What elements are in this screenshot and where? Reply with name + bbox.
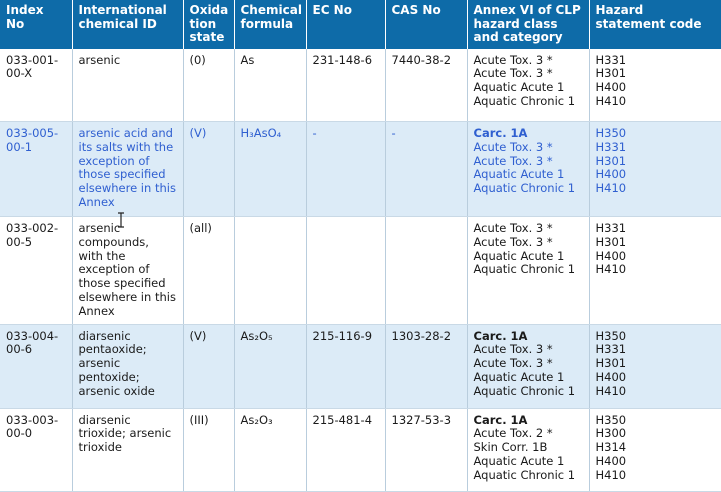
hazard-class-entry: Aquatic Acute 1 — [473, 167, 565, 182]
hazard-class-entry: Aquatic Chronic 1 — [473, 93, 576, 108]
hazard-class-entry: Aquatic Chronic 1 — [473, 181, 576, 196]
hazard-class-entry: Aquatic Acute 1 — [473, 248, 565, 263]
hazard-code-entry: H400 — [595, 80, 627, 95]
cell-hazard-code — [589, 408, 721, 491]
hazard-class-entry: Acute Tox. 3 * — [473, 52, 553, 67]
header-index-no[interactable]: Index No — [0, 0, 72, 49]
header-chemical-formula[interactable]: Chemical formula — [234, 0, 306, 49]
cell-index-no: 033-004-00-6 — [0, 324, 72, 408]
header-cas-no[interactable]: CAS No — [385, 0, 467, 49]
hazard-code-entry: H301 — [595, 66, 627, 81]
hazard-class-entry: Carc. 1A — [473, 328, 528, 343]
hazard-code-entry: H400 — [595, 248, 627, 263]
table-row[interactable] — [0, 408, 721, 491]
cell-oxidation-state: (V) — [183, 324, 234, 408]
cell-hazard-code — [589, 49, 721, 122]
hazard-class-entry: Acute Tox. 3 * — [473, 342, 553, 357]
hazard-class-entry: Aquatic Chronic 1 — [473, 383, 576, 398]
hazard-code-entry: H331 — [595, 342, 627, 357]
cell-ec-no: 215-116-9 — [306, 324, 385, 408]
table-row[interactable] — [0, 217, 721, 325]
cell-index-no: 033-005-00-1 — [0, 122, 72, 217]
hazard-code-entry: H400 — [595, 369, 627, 384]
cell-index-no: 033-001-00-X — [0, 49, 72, 122]
hazard-class-entry: Acute Tox. 3 * — [473, 153, 553, 168]
hazard-code-entry: H331 — [595, 221, 627, 235]
hazard-code-entry: H410 — [595, 383, 627, 398]
hazard-code-entry: H350 — [595, 328, 627, 343]
hazard-code-entry: H400 — [595, 453, 627, 468]
hazard-class-entry: Aquatic Acute 1 — [473, 453, 565, 468]
cell-oxidation-state: (V) — [183, 122, 234, 217]
cell-chemical-id: diarsenic trioxide; arsenic trioxide — [72, 408, 183, 491]
table-row[interactable] — [0, 122, 721, 217]
hazard-code-entry: H301 — [595, 234, 627, 249]
cell-hazard-code — [589, 324, 721, 408]
hazard-class-entry: Aquatic Acute 1 — [473, 369, 565, 384]
table-row[interactable] — [0, 49, 721, 122]
cell-ec-no: 231-148-6 — [306, 49, 385, 122]
cell-chemical-id: arsenic acid and its salts with the exception of those specified elsewhere in this Annex — [72, 122, 183, 217]
hazard-code-entry: H301 — [595, 153, 627, 168]
header-ec-no[interactable]: EC No — [306, 0, 385, 49]
hazard-class-entry: Acute Tox. 3 * — [473, 139, 553, 154]
hazard-code-entry: H300 — [595, 426, 627, 441]
cell-cas-no — [385, 217, 467, 325]
hazard-class-entry: Skin Corr. 1B — [473, 440, 548, 455]
hazard-code-entry: H410 — [595, 93, 627, 108]
cell-chemical-formula: As — [234, 49, 306, 122]
hazard-class-entry: Aquatic Chronic 1 — [473, 262, 576, 277]
table-row[interactable] — [0, 324, 721, 408]
cell-hazard-class — [467, 217, 589, 325]
cell-chemical-formula — [234, 217, 306, 325]
cell-chemical-id: arsenic — [72, 49, 183, 122]
cell-ec-no: - — [306, 122, 385, 217]
cell-chemical-id: diarsenic pentaoxide; arsenic pentoxide; arsenic oxide — [72, 324, 183, 408]
header-oxidation-state[interactable]: Oxida tion state — [183, 0, 234, 49]
hazard-class-entry: Aquatic Acute 1 — [473, 80, 565, 95]
cell-hazard-code — [589, 122, 721, 217]
hazard-class-entry: Aquatic Chronic 1 — [473, 467, 576, 482]
cell-chemical-formula: H₃AsO₄ — [234, 122, 306, 217]
hazard-code-entry: H314 — [595, 440, 627, 455]
hazard-class-entry: Acute Tox. 3 * — [473, 66, 553, 81]
cell-ec-no — [306, 217, 385, 325]
cell-index-no: 033-002-00-5 — [0, 217, 72, 325]
header-hazard-class[interactable]: Annex VI of CLP hazard class and category — [467, 0, 589, 49]
header-chemical-id[interactable]: International chemical ID — [72, 0, 183, 49]
hazard-code-entry: H350 — [595, 412, 627, 427]
hazard-class-entry: Acute Tox. 3 * — [473, 356, 553, 371]
cell-hazard-class — [467, 408, 589, 491]
cell-chemical-formula: As₂O₅ — [234, 324, 306, 408]
hazard-class-entry: Carc. 1A — [473, 412, 528, 427]
cell-oxidation-state: (0) — [183, 49, 234, 122]
cell-chemical-id: arsenic compounds, with the exception of those specified elsewhere in this Annex — [72, 217, 183, 325]
cell-cas-no: - — [385, 122, 467, 217]
hazard-class-entry: Acute Tox. 3 * — [473, 234, 553, 249]
header-row — [0, 0, 721, 49]
hazard-code-entry: H331 — [595, 52, 627, 67]
hazard-code-entry: H410 — [595, 181, 627, 196]
cell-hazard-code — [589, 217, 721, 325]
cell-chemical-formula: As₂O₃ — [234, 408, 306, 491]
cell-cas-no: 1303-28-2 — [385, 324, 467, 408]
cell-ec-no: 215-481-4 — [306, 408, 385, 491]
hazard-class-entry: Acute Tox. 3 * — [473, 221, 553, 235]
cell-hazard-class — [467, 49, 589, 122]
cell-index-no: 033-003-00-0 — [0, 408, 72, 491]
cell-oxidation-state: (all) — [183, 217, 234, 325]
cell-hazard-class — [467, 122, 589, 217]
hazard-code-entry: H301 — [595, 356, 627, 371]
hazard-code-entry: H331 — [595, 139, 627, 154]
hazard-code-entry: H410 — [595, 262, 627, 277]
hazard-class-entry: Carc. 1A — [473, 126, 528, 140]
text-cursor-icon — [117, 212, 125, 228]
cell-hazard-class — [467, 324, 589, 408]
cell-cas-no: 7440-38-2 — [385, 49, 467, 122]
hazard-class-entry: Acute Tox. 2 * — [473, 426, 553, 441]
header-hazard-code[interactable]: Hazard statement code — [589, 0, 721, 49]
hazard-code-entry: H410 — [595, 467, 627, 482]
cell-cas-no: 1327-53-3 — [385, 408, 467, 491]
hazard-code-entry: H400 — [595, 167, 627, 182]
hazard-code-entry: H350 — [595, 126, 627, 140]
cell-oxidation-state: (III) — [183, 408, 234, 491]
table-body — [0, 49, 721, 492]
